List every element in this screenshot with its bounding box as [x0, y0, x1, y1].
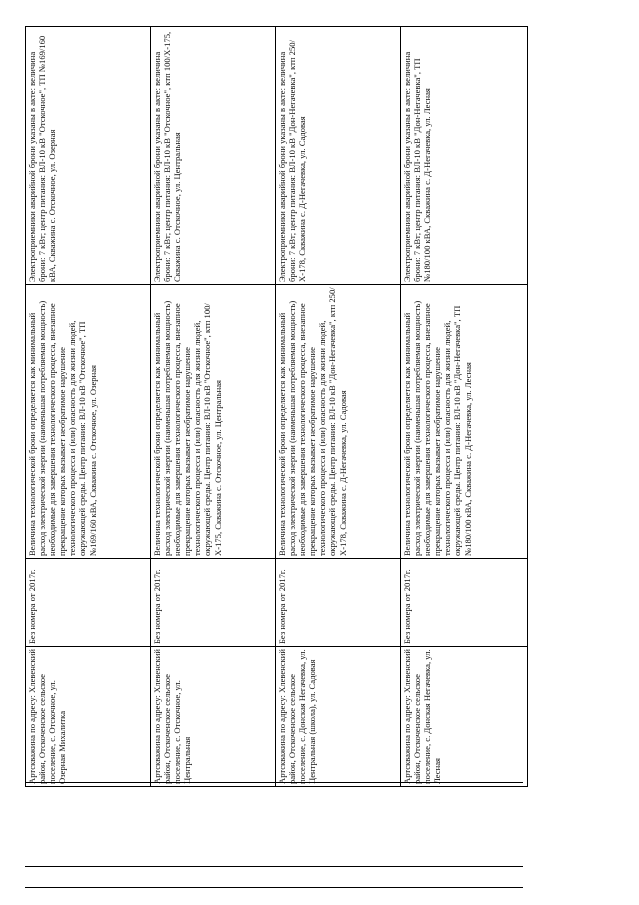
ruling-line	[25, 782, 523, 783]
address-cell: Артскважина по адресу: Хлевенский район, Отскоченское сельское поселение, с. Донская Негачевка, ул. Центральная (школа), ул. Садовая	[276, 647, 401, 787]
ruling-line	[25, 887, 523, 888]
table-row	[401, 27, 528, 787]
emergency-cell: Электроприемники аварийной брони указаны в акте: величина брони: 7 кВт; центр питания: ВЛ-10 кВ "Дон-Негачевка", ктп 250/Х-178, Скважина с. Д-Негачевка, ул. Садовая	[276, 27, 401, 285]
emergency-cell: Электроприемники аварийной брони указаны в акте: величина брони: 7 кВт; центр питания: ВЛ-10 кВ "Отскочное", ТП №169/160 кВА, Скважина с. Отскочное, ул. Озерная	[26, 27, 151, 285]
date-cell: Без номера от 2017г.	[151, 559, 276, 647]
address-cell: Артскважина по адресу: Хлевенский район, Отскоченское сельское поселение, с. Донская Негачевка, ул. Лесная	[401, 647, 528, 787]
emergency-cell: Электроприемники аварийной брони указаны в акте: величина брони: 7 кВт; центр питания: ВЛ-10 кВ "Дон-Негачевка", ТП №180/100 кВА, Скважина с. Д-Негачевка, ул. Лесная	[401, 27, 528, 285]
date-cell: Без номера от 2017г.	[26, 559, 151, 647]
date-cell: Без номера от 2017г.	[276, 559, 401, 647]
address-cell: Артскважина по адресу: Хлевенский район, Отскоченское сельское поселение, с. Отскочное, ул. Центральная	[151, 647, 276, 787]
emergency-cell: Электроприемники аварийной брони указаны в акте: величина брони: 7 кВт; центр питания: ВЛ-10 кВ "Отскочное", ктп 100/Х-175, Скважина с. Отскочное, ул. Центральная	[151, 27, 276, 285]
address-cell: Артскважина по адресу: Хлевенский район, Отскоченское сельское поселение, с. Отскочное, ул. Озерная Михалитка	[26, 647, 151, 787]
description-cell: Величина технологической брони определяется как минимальный расход электрической энергии (наименьшая потребляемая мощность) необходимые для завершения технологического процесса, внезапное прекращение которых вызывает необратимое нарушение технологического процесса и (или) опасность для жизни людей, окружающей среды. Центр питания: ВЛ-10 кВ "Отскочное", ктп 100/Х-175, Скважина с. Отскочное, ул. Центральная	[151, 285, 276, 559]
date-cell: Без номера от 2017г.	[401, 559, 528, 647]
table-row	[26, 27, 151, 787]
table-row	[151, 27, 276, 787]
ruling-line	[25, 866, 523, 867]
description-cell: Величина технологической брони определяется как минимальный расход электрической энергии (наименьшая потребляемая мощность) необходимые для завершения технологического процесса, внезапное прекращение которых вызывает необратимое нарушение технологического процесса и (или) опасность для жизни людей, окружающей среды. Центр питания: ВЛ-10 кВ "Отскочное", ТП №169/160 кВА, Скважина с. Отскочное, ул. Озерная	[26, 285, 151, 559]
description-cell: Величина технологической брони определяется как минимальный расход электрической энергии (наименьшая потребляемая мощность) необходимые для завершения технологического процесса, внезапное прекращение которых вызывает необратимое нарушение технологического процесса и (или) опасность для жизни людей, окружающей среды. Центр питания: ВЛ-10 кВ "Дон-Негачевка", ктп 250/Х-178, Скважина с. Д-Негачевка, ул. Садовая	[276, 285, 401, 559]
reservation-table	[25, 26, 528, 787]
rotated-table-wrapper	[25, 27, 527, 787]
description-cell: Величина технологической брони определяется как минимальный расход электрической энергии (наименьшая потребляемая мощность) необходимые для завершения технологического процесса, внезапное прекращение которых вызывает необратимое нарушение технологического процесса и (или) опасность для жизни людей, окружающей среды. Центр питания: ВЛ-10 кВ "Дон-Негачевка", ТП №180/100 кВА, Скважина с. Д-Негачевка, ул. Лесная	[401, 285, 528, 559]
table-row	[276, 27, 401, 787]
